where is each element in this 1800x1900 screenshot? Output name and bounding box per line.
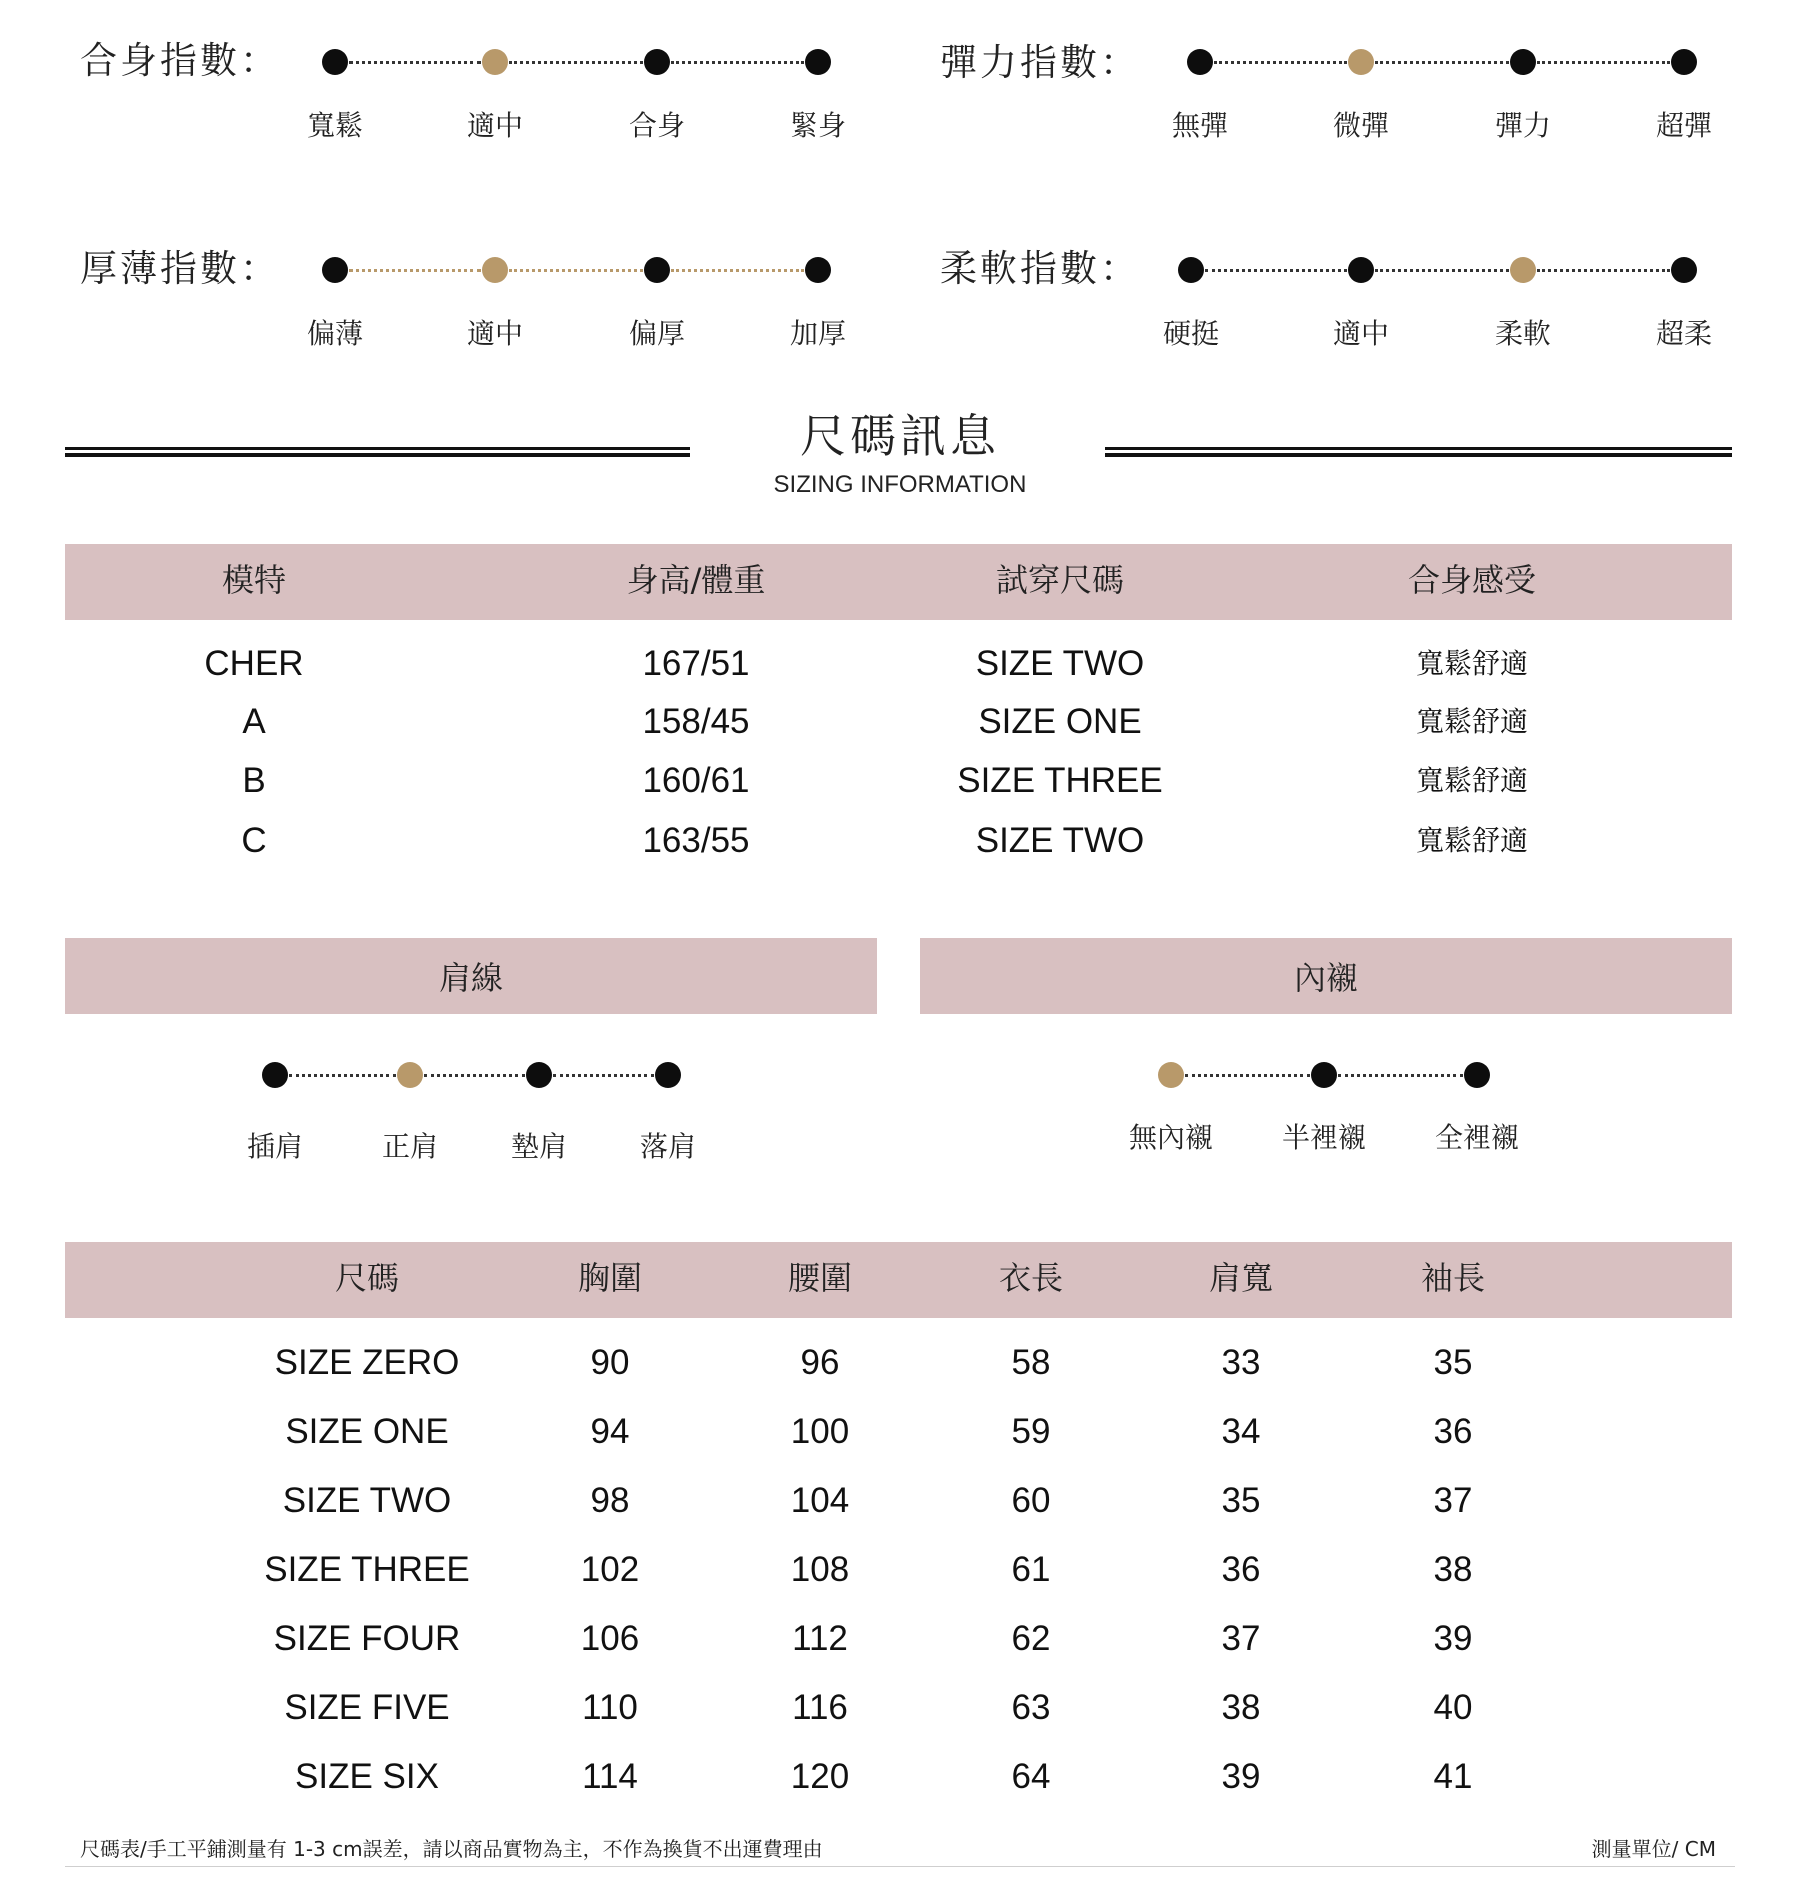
size-table-cell: 37 [1433, 1481, 1473, 1520]
size-header-cell: 胸圍 [577, 1259, 643, 1297]
thickness-selected-dot [482, 257, 508, 283]
models-table-cell: CHER [204, 644, 304, 683]
thickness-connector [509, 269, 643, 272]
measurement-unit: 測量單位/ CM [1591, 1837, 1716, 1861]
size-table-cell: 63 [1011, 1688, 1051, 1727]
elasticity-connector [1537, 61, 1670, 64]
shoulder-label: 墊肩 [510, 1130, 568, 1163]
size-table-cell: 41 [1433, 1757, 1473, 1796]
elasticity-label: 微彈 [1332, 109, 1390, 142]
size-table-cell: 36 [1221, 1550, 1261, 1589]
size-header-cell: 尺碼 [334, 1259, 400, 1297]
size-table-cell: 120 [790, 1757, 850, 1796]
fit-index-title: 合身指數： [80, 39, 280, 82]
softness-selected-dot [1510, 257, 1536, 283]
size-table-cell: 60 [1011, 1481, 1051, 1520]
models-table-cell: SIZE ONE [978, 702, 1142, 741]
shoulder-dot [655, 1062, 681, 1088]
models-table-cell: 163/55 [642, 821, 750, 860]
lining-label: 無內襯 [1128, 1121, 1214, 1154]
elasticity-index-title: 彈力指數： [940, 41, 1140, 84]
models-header-cell: 合身感受 [1407, 561, 1537, 599]
thickness-connector [349, 269, 481, 272]
size-table-cell: 100 [790, 1412, 850, 1451]
models-table-cell: 160/61 [642, 761, 750, 800]
size-table-cell: 90 [590, 1343, 630, 1382]
thickness-dot [805, 257, 831, 283]
models-table-cell: 寬鬆舒適 [1415, 824, 1529, 857]
models-table-cell: SIZE THREE [957, 761, 1163, 800]
models-table-cell: SIZE TWO [975, 821, 1145, 860]
lining-connector [1185, 1074, 1310, 1077]
size-table-cell: 35 [1433, 1343, 1473, 1382]
shoulder-label: 插肩 [246, 1130, 304, 1163]
size-table-cell: 64 [1011, 1757, 1051, 1796]
elasticity-label: 無彈 [1171, 109, 1229, 142]
models-table-cell: 158/45 [642, 702, 750, 741]
softness-label: 硬挺 [1162, 317, 1220, 350]
size-table-cell: 38 [1221, 1688, 1261, 1727]
shoulder-dot [526, 1062, 552, 1088]
lining-selected-dot [1158, 1062, 1184, 1088]
fit-connector [349, 61, 481, 64]
lining-title: 內襯 [1293, 959, 1359, 997]
lining-dot [1311, 1062, 1337, 1088]
models-header-cell: 試穿尺碼 [995, 561, 1125, 599]
models-table-cell: B [242, 761, 266, 800]
thickness-label: 加厚 [789, 317, 847, 350]
shoulder-connector [424, 1074, 525, 1077]
size-table-cell: 58 [1011, 1343, 1051, 1382]
size-table-cell: SIZE FOUR [273, 1619, 461, 1658]
elasticity-dot [1510, 49, 1536, 75]
shoulder-label: 落肩 [639, 1130, 697, 1163]
softness-dot [1671, 257, 1697, 283]
shoulder-label: 正肩 [381, 1130, 439, 1163]
lining-connector [1338, 1074, 1463, 1077]
shoulder-connector [289, 1074, 396, 1077]
elasticity-label: 彈力 [1494, 109, 1552, 142]
size-table-cell: 61 [1011, 1550, 1051, 1589]
softness-label: 適中 [1332, 317, 1390, 350]
measurement-note: 尺碼表/手工平鋪測量有 1-3 cm誤差，請以商品實物為主，不作為換貨不出運費理由 [80, 1837, 823, 1861]
size-table-cell: 59 [1011, 1412, 1051, 1451]
size-table-cell: 39 [1433, 1619, 1473, 1658]
size-table-cell: SIZE ZERO [274, 1343, 460, 1382]
size-table-cell: 37 [1221, 1619, 1261, 1658]
size-table-cell: 106 [580, 1619, 640, 1658]
models-header-cell: 模特 [221, 561, 287, 599]
size-header-cell: 腰圍 [787, 1259, 853, 1297]
elasticity-dot [1671, 49, 1697, 75]
thickness-connector [671, 269, 804, 272]
models-header-cell: 身高/體重 [626, 561, 766, 599]
models-table-cell: 寬鬆舒適 [1415, 705, 1529, 738]
softness-connector [1537, 269, 1670, 272]
softness-index-title: 柔軟指數： [940, 247, 1140, 290]
size-table-cell: SIZE ONE [285, 1412, 449, 1451]
fit-selected-dot [482, 49, 508, 75]
elasticity-connector [1375, 61, 1509, 64]
models-table-cell: 167/51 [642, 644, 750, 683]
softness-connector [1375, 269, 1509, 272]
footer-rule [65, 1866, 1735, 1867]
shoulder-title: 肩線 [438, 959, 504, 997]
softness-dot [1348, 257, 1374, 283]
softness-dot [1178, 257, 1204, 283]
size-table-cell: SIZE FIVE [284, 1688, 450, 1727]
size-table-cell: 102 [580, 1550, 640, 1589]
sizing-title: 尺碼訊息 [800, 409, 1000, 463]
elasticity-dot [1187, 49, 1213, 75]
models-table-cell: SIZE TWO [975, 644, 1145, 683]
size-table-cell: 36 [1433, 1412, 1473, 1451]
fit-dot [805, 49, 831, 75]
thickness-label: 偏厚 [628, 317, 686, 350]
elasticity-label: 超彈 [1655, 109, 1713, 142]
shoulder-dot [262, 1062, 288, 1088]
size-table-cell: 40 [1433, 1688, 1473, 1727]
thickness-label: 適中 [466, 317, 524, 350]
softness-connector [1205, 269, 1347, 272]
size-table-cell: 114 [582, 1757, 638, 1796]
size-table-cell: 98 [590, 1481, 630, 1520]
thickness-label: 偏薄 [306, 317, 364, 350]
size-table-cell: 94 [590, 1412, 630, 1451]
lining-label: 全裡襯 [1434, 1121, 1520, 1154]
lining-label: 半裡襯 [1281, 1121, 1367, 1154]
size-table-cell: 104 [790, 1481, 850, 1520]
fit-label: 緊身 [789, 109, 847, 142]
models-table-cell: C [241, 821, 267, 860]
thickness-dot [322, 257, 348, 283]
elasticity-selected-dot [1348, 49, 1374, 75]
size-table-cell: SIZE THREE [264, 1550, 470, 1589]
models-table-cell: 寬鬆舒適 [1415, 764, 1529, 797]
size-table-cell: SIZE SIX [295, 1757, 439, 1796]
shoulder-connector [553, 1074, 654, 1077]
size-table-cell: 35 [1221, 1481, 1261, 1520]
size-table-cell: 62 [1011, 1619, 1051, 1658]
lining-dot [1464, 1062, 1490, 1088]
size-table-cell: 34 [1221, 1412, 1261, 1451]
size-table-cell: 110 [582, 1688, 638, 1727]
models-table-cell: 寬鬆舒適 [1415, 647, 1529, 680]
thickness-index-title: 厚薄指數： [80, 247, 280, 290]
fit-dot [322, 49, 348, 75]
sizing-subtitle: SIZING INFORMATION [773, 471, 1027, 498]
size-table-cell: 39 [1221, 1757, 1261, 1796]
softness-label: 柔軟 [1494, 317, 1552, 350]
fit-connector [671, 61, 804, 64]
models-table-cell: A [242, 702, 266, 741]
size-table-cell: SIZE TWO [282, 1481, 452, 1520]
thickness-dot [644, 257, 670, 283]
size-header-cell: 衣長 [998, 1259, 1064, 1297]
fit-connector [509, 61, 643, 64]
fit-label: 合身 [628, 109, 686, 142]
elasticity-connector [1214, 61, 1347, 64]
size-table-cell: 33 [1221, 1343, 1261, 1382]
size-table-cell: 112 [792, 1619, 848, 1658]
fit-label: 寬鬆 [306, 109, 364, 142]
size-table-cell: 38 [1433, 1550, 1473, 1589]
fit-label: 適中 [466, 109, 524, 142]
size-header-cell: 袖長 [1420, 1259, 1486, 1297]
size-table-cell: 96 [800, 1343, 840, 1382]
fit-dot [644, 49, 670, 75]
softness-label: 超柔 [1655, 317, 1713, 350]
shoulder-selected-dot [397, 1062, 423, 1088]
size-header-cell: 肩寬 [1208, 1259, 1274, 1297]
size-table-cell: 116 [792, 1688, 848, 1727]
size-table-cell: 108 [790, 1550, 850, 1589]
